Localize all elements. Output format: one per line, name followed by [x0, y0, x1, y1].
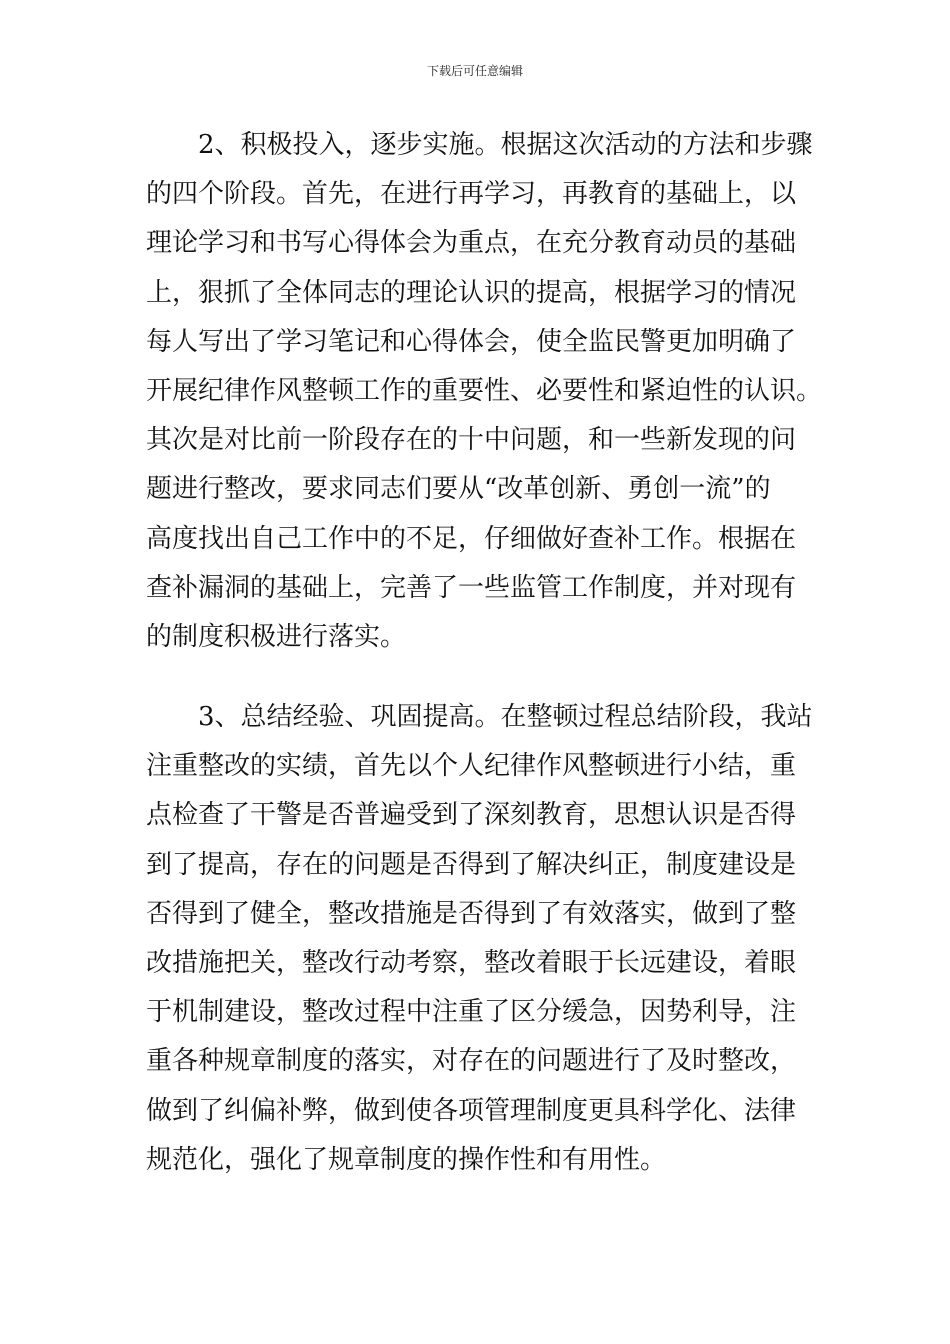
paragraph-line: 注重整改的实绩，首先以个人纪律作风整顿进行小结，重 — [146, 751, 797, 782]
paragraph-line: 规范化，强化了规章制度的操作性和有用性。 — [146, 1144, 667, 1175]
paragraph-line: 重各种规章制度的落实，对存在的问题进行了及时整改， — [146, 1046, 797, 1077]
paragraph-line: 3、总结经验、巩固提高。在整顿过程总结阶段，我站 — [198, 702, 813, 732]
paragraph-line: 于机制建设，整改过程中注重了区分缓急，因势利导，注 — [146, 997, 797, 1028]
paragraph-line: 其次是对比前一阶段存在的十中问题，和一些新发现的问 — [146, 425, 797, 456]
paragraph-line: 2、积极投入，逐步实施。根据这次活动的方法和步骤 — [198, 130, 813, 160]
paragraph-line: 开展纪律作风整顿工作的重要性、必要性和紧迫性的认识。 — [146, 375, 823, 406]
paragraph-line: 改措施把关，整改行动考察，整改着眼于长远建设，着眼 — [146, 947, 797, 978]
paragraph-line: 到了提高，存在的问题是否得到了解决纠正，制度建设是 — [146, 849, 797, 880]
paragraph-line: 题进行整改，要求同志们要从“改革创新、勇创一流”的 — [146, 474, 771, 505]
paragraph-line: 高度找出自己工作中的不足，仔细做好查补工作。根据在 — [146, 523, 797, 554]
paragraph-line: 上，狠抓了全体同志的理论认识的提高，根据学习的情况 — [146, 277, 797, 308]
paragraph-2 — [146, 121, 823, 662]
paragraph-line: 的制度积极进行落实。 — [146, 621, 407, 652]
paragraph-line: 理论学习和书写心得体会为重点，在充分教育动员的基础 — [146, 228, 797, 259]
paragraph-line: 点检查了干警是否普遍受到了深刻教育，思想认识是否得 — [146, 800, 797, 831]
paragraph-line: 否得到了健全，整改措施是否得到了有效落实，做到了整 — [146, 898, 797, 929]
paragraph-line: 的四个阶段。首先，在进行再学习，再教育的基础上，以 — [146, 179, 797, 210]
paragraph-3 — [146, 693, 813, 1185]
paragraph-line: 做到了纠偏补弊，做到使各项管理制度更具科学化、法律 — [146, 1095, 797, 1126]
paragraph-line: 查补漏洞的基础上，完善了一些监管工作制度，并对现有 — [146, 572, 797, 603]
paragraph-line: 每人写出了学习笔记和心得体会，使全监民警更加明确了 — [146, 326, 797, 357]
page-header: 下载后可任意编辑 — [426, 64, 523, 78]
